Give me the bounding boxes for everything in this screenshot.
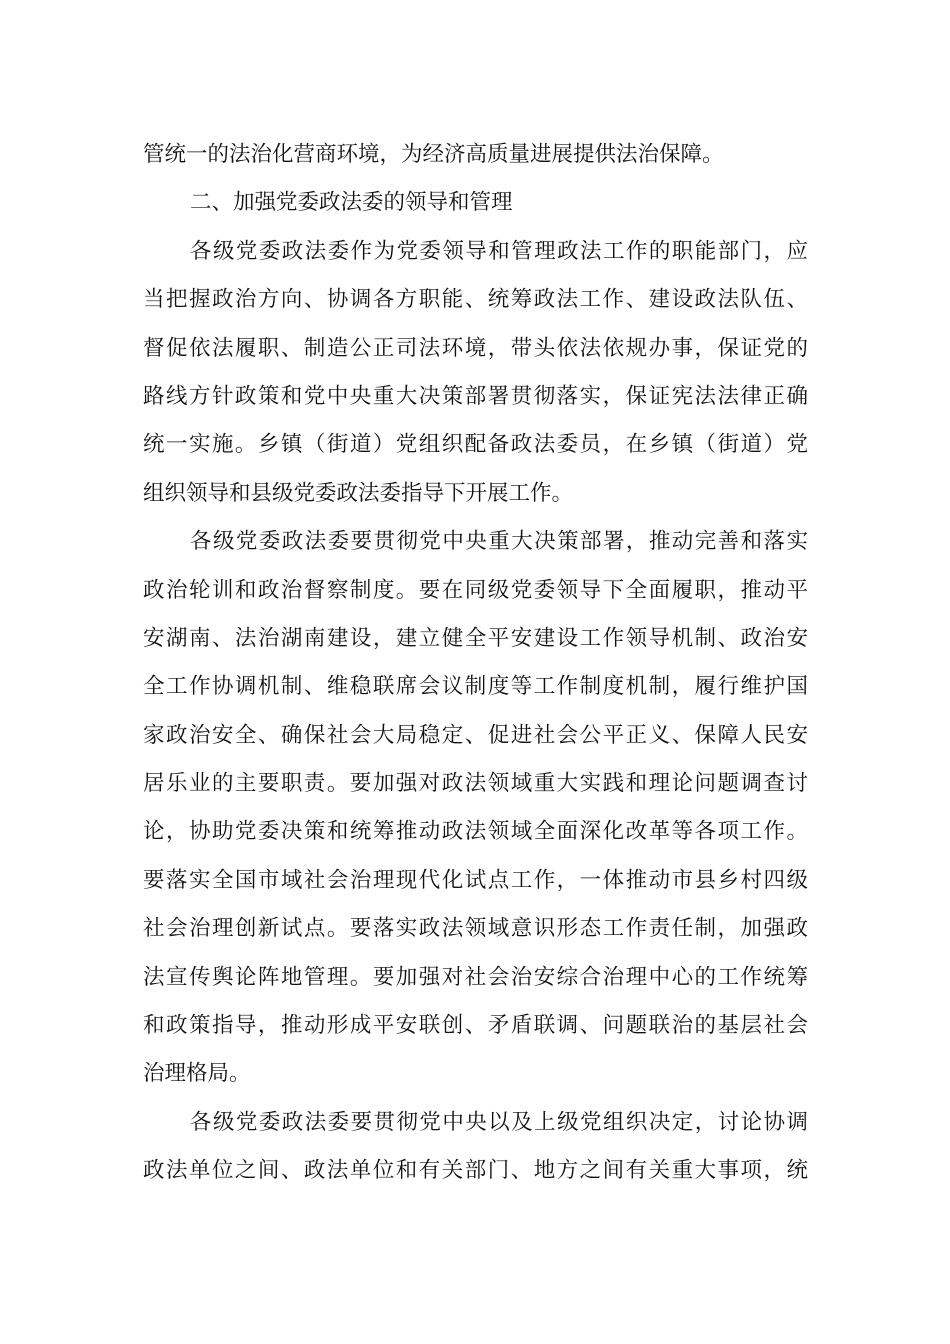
paragraph-line: 政治轮训和政治督察制度。要在同级党委领导下全面履职，推动平 — [143, 577, 808, 603]
paragraph-line: 要落实全国市域社会治理现代化试点工作，一体推动市县乡村四级 — [143, 867, 808, 893]
paragraph-line: 安湖南、法治湖南建设，建立健全平安建设工作领导机制、政治安 — [143, 625, 808, 651]
paragraph-line: 治理格局。 — [143, 1061, 251, 1087]
paragraph-line: 管统一的法治化营商环境，为经济高质量进展提供法治保障。 — [143, 142, 724, 167]
paragraph-line: 全工作协调机制、维稳联席会议制度等工作制度机制，履行维护国 — [143, 674, 808, 700]
paragraph-line: 和政策指导，推动形成平安联创、矛盾联调、问题联治的基层社会 — [143, 1013, 808, 1039]
paragraph-line: 各级党委政法委作为党委领导和管理政法工作的职能部门，应 — [190, 238, 808, 264]
paragraph-line: 统一实施。乡镇（街道）党组织配备政法委员，在乡镇（街道）党 — [143, 432, 808, 458]
paragraph-line: 论，协助党委决策和统筹推动政法领域全面深化改革等各项工作。 — [143, 819, 808, 845]
paragraph-line: 路线方针政策和党中央重大决策部署贯彻落实，保证宪法法律正确 — [143, 383, 808, 409]
section-heading: 二、加强党委政法委的领导和管理 — [190, 190, 513, 216]
paragraph-line: 督促依法履职、制造公正司法环境，带头依法依规办事，保证党的 — [143, 335, 808, 361]
paragraph-line: 法宣传舆论阵地管理。要加强对社会治安综合治理中心的工作统筹 — [143, 964, 808, 990]
body-text — [143, 131, 808, 1196]
paragraph-line: 居乐业的主要职责。要加强对政法领域重大实践和理论问题调查讨 — [143, 771, 808, 797]
paragraph-line: 组织领导和县级党委政法委指导下开展工作。 — [143, 480, 574, 506]
paragraph-line: 当把握政治方向、协调各方职能、统筹政法工作、建设政法队伍、 — [143, 287, 808, 313]
paragraph-line: 社会治理创新试点。要落实政法领域意识形态工作责任制，加强政 — [143, 916, 808, 942]
paragraph-line: 各级党委政法委要贯彻党中央以及上级党组织决定，讨论协调 — [190, 1109, 808, 1135]
paragraph-line: 政法单位之间、政法单位和有关部门、地方之间有关重大事项，统 — [143, 1158, 808, 1184]
paragraph-line: 各级党委政法委要贯彻党中央重大决策部署，推动完善和落实 — [190, 529, 808, 555]
paragraph-line: 家政治安全、确保社会大局稳定、促进社会公平正义、保障人民安 — [143, 722, 808, 748]
